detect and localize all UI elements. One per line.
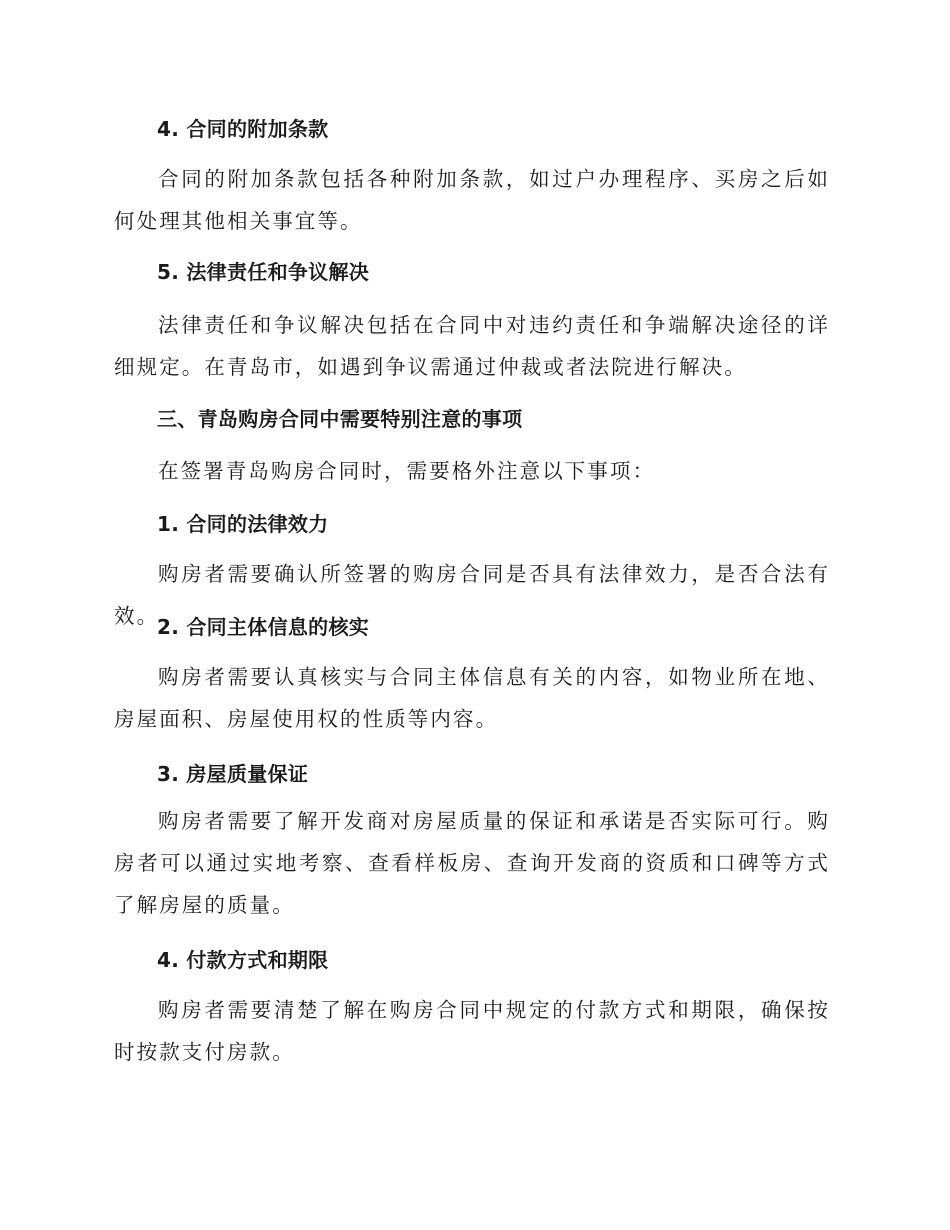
paragraph-legal-liability: 法律责任和争议解决包括在合同中对违约责任和争端解决途径的详细规定。在青岛市，如遇到争议需通过仲裁或者法院进行解决。 bbox=[114, 313, 830, 379]
subheading-legal-effect: 1. 合同的法律效力 bbox=[157, 512, 329, 536]
subheading-quality-guarantee: 3. 房屋质量保证 bbox=[157, 762, 309, 786]
section-heading-notes: 三、青岛购房合同中需要特别注意的事项 bbox=[157, 407, 523, 431]
subheading-party-info: 2. 合同主体信息的核实 bbox=[157, 615, 370, 639]
subheading-legal-liability: 5. 法律责任和争议解决 bbox=[157, 260, 370, 284]
subheading-attached-clauses: 4. 合同的附加条款 bbox=[157, 117, 329, 141]
paragraph-payment-terms: 购房者需要清楚了解在购房合同中规定的付款方式和期限，确保按时按款支付房款。 bbox=[114, 998, 830, 1064]
subheading-payment-terms: 4. 付款方式和期限 bbox=[157, 948, 329, 972]
paragraph-attached-clauses: 合同的附加条款包括各种附加条款，如过户办理程序、买房之后如何处理其他相关事宜等。 bbox=[114, 167, 830, 233]
paragraph-quality-guarantee: 购房者需要了解开发商对房屋质量的保证和承诺是否实际可行。购房者可以通过实地考察、查看样板房、查询开发商的资质和口碑等方式了解房屋的质量。 bbox=[114, 809, 830, 917]
paragraph-party-info: 购房者需要认真核实与合同主体信息有关的内容，如物业所在地、房屋面积、房屋使用权的性质等内容。 bbox=[114, 665, 830, 731]
paragraph-notes-intro: 在签署青岛购房合同时，需要格外注意以下事项： bbox=[158, 459, 656, 483]
paragraph-legal-effect: 购房者需要确认所签署的购房合同是否具有法律效力，是否合法有效。 bbox=[114, 562, 830, 628]
